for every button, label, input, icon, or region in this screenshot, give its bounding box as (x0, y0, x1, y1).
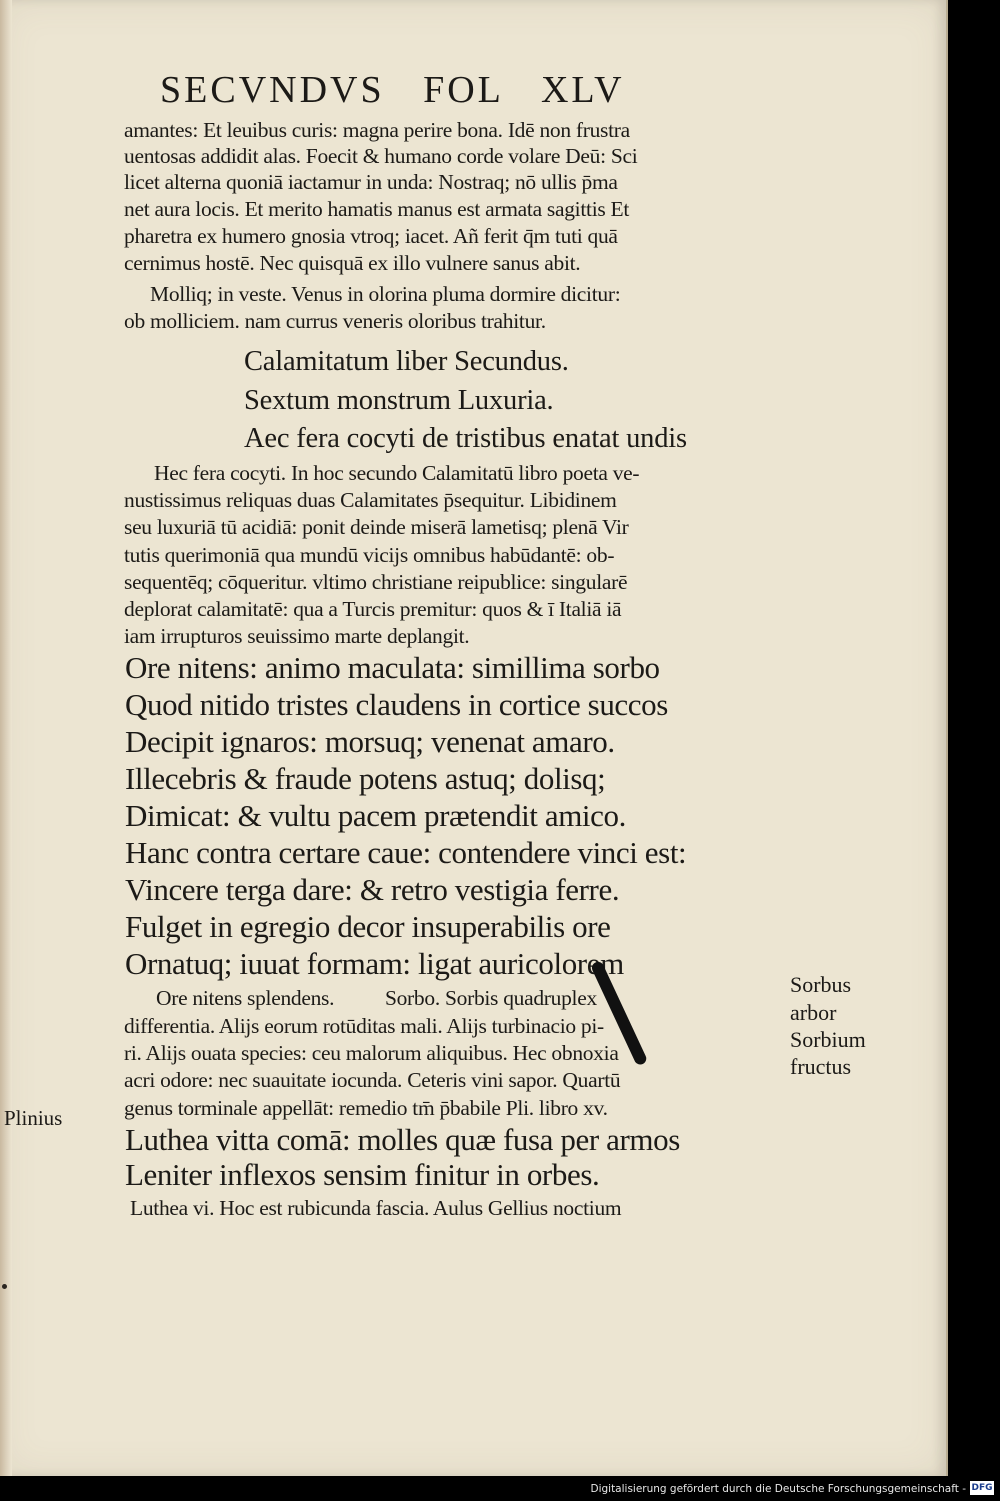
margin-note: arbor (790, 1000, 837, 1025)
commentary-line: uentosas addidit alas. Foecit & humano corde volare Deū: Sci (124, 144, 638, 168)
commentary-line: iam irrupturos seuissimo marte deplangit. (124, 624, 470, 648)
margin-note-left: Plinius (4, 1106, 63, 1130)
verse-line: Leniter inflexos sensim finitur in orbes. (125, 1157, 600, 1192)
commentary-line: acri odore: nec suauitate iocunda. Ceteris vini sapor. Quartū (124, 1068, 621, 1092)
commentary-line: cernimus hostē. Nec quisquā ex illo vulnere sanus abit. (124, 251, 581, 275)
commentary-line: ri. Alijs ouata species: ceu malorum aliquibus. Hec obnoxia (124, 1041, 619, 1065)
verse-line: Luthea vitta comā: molles quæ fusa per armos (125, 1122, 680, 1157)
page-left-edge (0, 0, 12, 1476)
commentary-line: tutis querimoniā qua mundū vicijs omnibus habūdantē: ob- (124, 543, 615, 567)
opening-verse: Aec fera cocyti de tristibus enatat undis (244, 423, 687, 454)
page-header: SECVNDVS FOL XLV (160, 69, 625, 111)
dfg-logo: DFG (971, 1483, 993, 1493)
commentary-line: Molliq; in veste. Venus in olorina pluma dormire dicitur: (150, 282, 621, 306)
ink-speck (2, 1284, 7, 1289)
commentary-line: amantes: Et leuibus curis: magna perire bona. Idē non frustra (124, 118, 630, 142)
commentary-line: nustissimus reliquas duas Calamitates p̄sequitur. Libidinem (124, 488, 617, 512)
commentary-line: pharetra ex humero gnosia vtroq; iacet. Añ ferit q̄m tuti quā (124, 224, 618, 248)
verse-line: Ore nitens: animo maculata: simillima sorbo (125, 650, 660, 685)
section-title: Sextum monstrum Luxuria. (244, 385, 554, 416)
commentary-line: ob molliciem. nam currus veneris oloribus trahitur. (124, 309, 546, 333)
verse-line: Vincere terga dare: & retro vestigia ferre. (125, 872, 620, 907)
commentary-line: Hec fera cocyti. In hoc secundo Calamitatū libro poeta ve- (154, 461, 640, 485)
margin-note: Sorbium (790, 1027, 866, 1052)
commentary-line: genus torminale appellāt: remedio tm̄ p̄babile Pli. libro xv. (124, 1096, 608, 1120)
verse-line: Hanc contra certare caue: contendere vinci est: (125, 835, 687, 870)
commentary-line: seu luxuriā tū acidiā: ponit deinde miserā lametisq; plenā Vir (124, 515, 629, 539)
commentary-line: sequentēq; cōqueritur. vltimo christiane reipublice: singularē (124, 570, 628, 594)
verse-line: Illecebris & fraude potens astuq; dolisq; (125, 761, 606, 796)
footer-credit: Digitalisierung gefördert durch die Deutsche Forschungsgemeinschaft - (590, 1483, 966, 1495)
verse-line: Ornatuq; iuuat formam: ligat auricolorem (125, 946, 624, 981)
commentary-line: Ore nitens splendens. Sorbo. Sorbis quadruplex (156, 986, 597, 1010)
book-title: Calamitatum liber Secundus. (244, 346, 569, 377)
margin-note: Sorbus (790, 972, 852, 997)
verse-line: Dimicat: & vultu pacem prætendit amico. (125, 798, 626, 833)
commentary-line: differentia. Alijs eorum rotūditas mali. Alijs turbinacio pi- (124, 1014, 604, 1038)
verse-line: Fulget in egregio decor insuperabilis ore (125, 909, 611, 944)
verse-line: Quod nitido tristes claudens in cortice succos (125, 687, 668, 722)
verse-line: Decipit ignaros: morsuq; venenat amaro. (125, 724, 615, 759)
commentary-line: Luthea vi. Hoc est rubicunda fascia. Aulus Gellius noctium (130, 1196, 622, 1220)
margin-note: fructus (790, 1054, 852, 1079)
commentary-line: deplorat calamitatē: qua a Turcis premitur: quos & ī Italiā iā (124, 597, 622, 621)
commentary-line: net aura locis. Et merito hamatis manus est armata sagittis Et (124, 197, 630, 221)
commentary-line: licet alterna quoniā iactamur in unda: Nostraq; nō ullis p̄ma (124, 170, 618, 194)
